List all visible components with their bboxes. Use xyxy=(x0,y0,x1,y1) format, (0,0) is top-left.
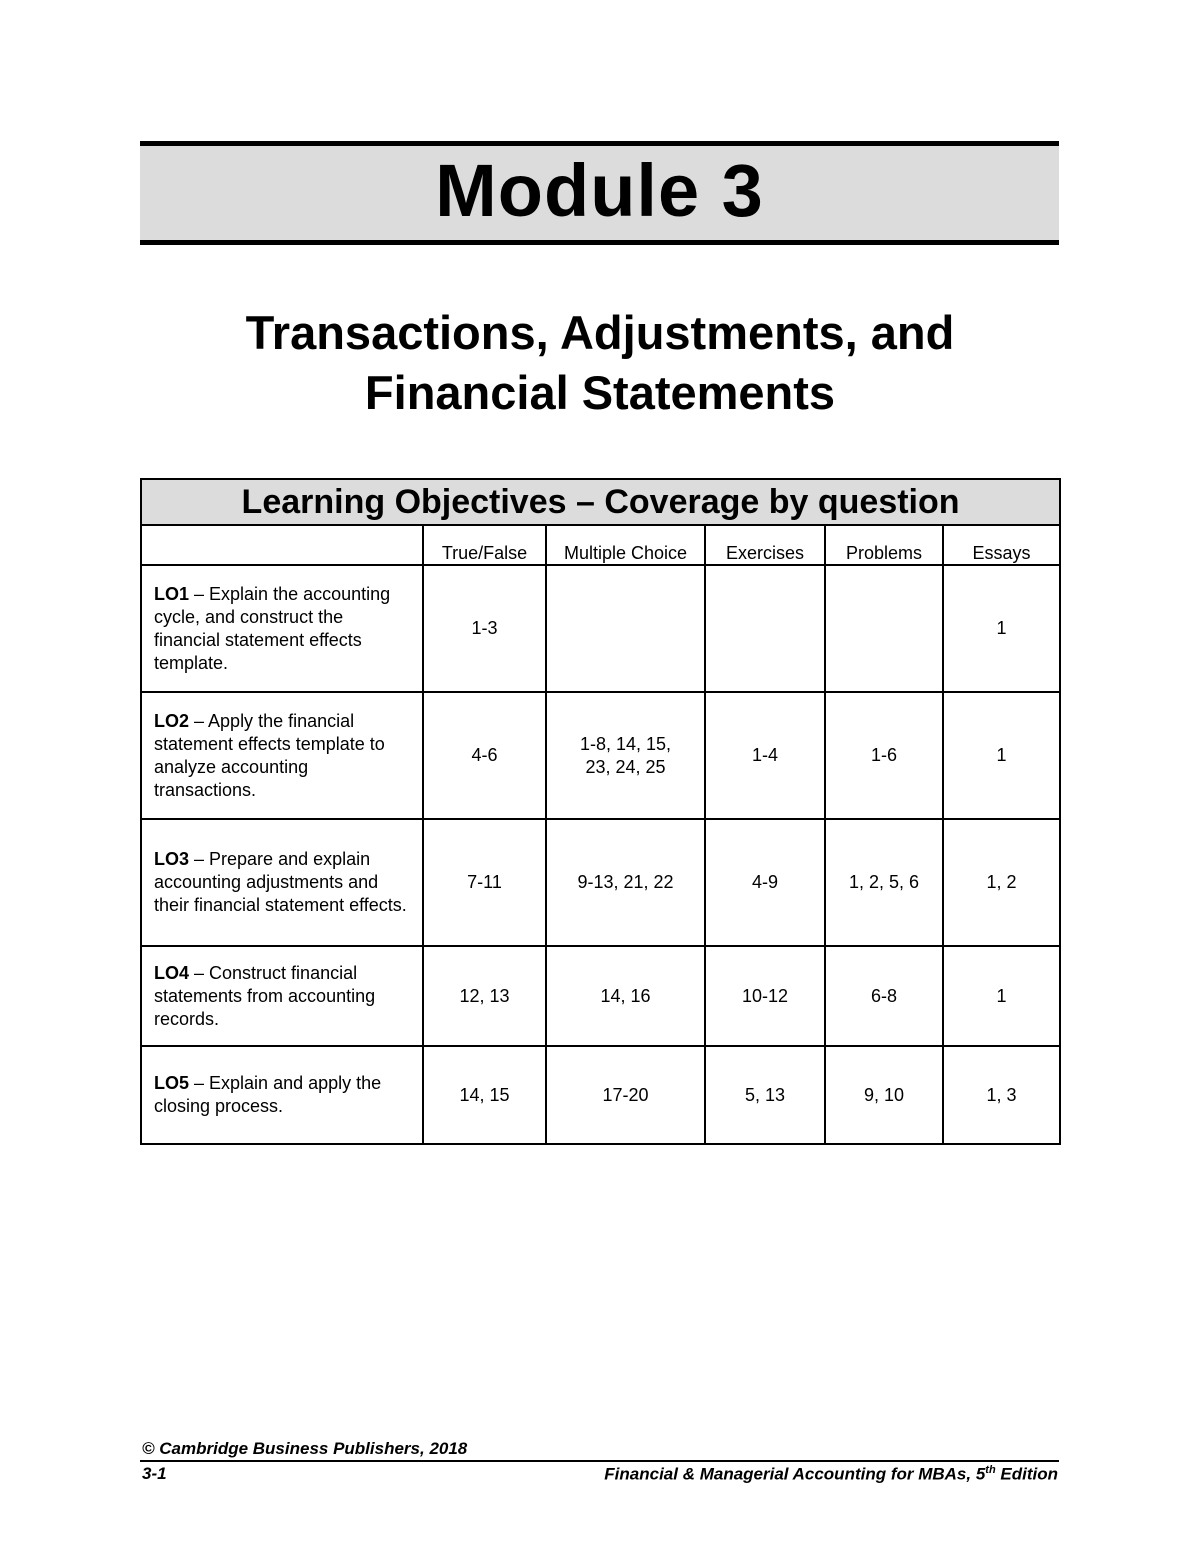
table-cell xyxy=(825,565,943,692)
chapter-subtitle xyxy=(0,303,1200,423)
footer-divider xyxy=(140,1460,1059,1462)
table-cell: 14, 16 xyxy=(546,946,705,1046)
table-cell xyxy=(705,565,825,692)
table-cell: 7-11 xyxy=(423,819,546,946)
header-empty-cell xyxy=(141,525,423,565)
table-cell: 1, 2, 5, 6 xyxy=(825,819,943,946)
table-cell: 12, 13 xyxy=(423,946,546,1046)
table-cell: 1-6 xyxy=(825,692,943,819)
table-cell: 6-8 xyxy=(825,946,943,1046)
table-cell: 10-12 xyxy=(705,946,825,1046)
table-row xyxy=(141,946,1060,1046)
objective-code: LO3 xyxy=(154,849,190,869)
table-cell: 1-4 xyxy=(705,692,825,819)
column-header: Problems xyxy=(825,525,943,565)
table-cell xyxy=(546,565,705,692)
objective-code: LO5 xyxy=(154,1073,190,1093)
table-row xyxy=(141,1046,1060,1144)
objective-code: LO4 xyxy=(154,962,190,983)
footer-book-title: Financial & Managerial Accounting for MBAs, 5th Edition xyxy=(604,1464,1058,1484)
table-cell: 1 xyxy=(943,946,1060,1046)
table-row xyxy=(141,692,1060,819)
table-caption: Learning Objectives – Coverage by question xyxy=(141,479,1060,525)
table-row xyxy=(141,565,1060,692)
column-header: Essays xyxy=(943,525,1060,565)
table-cell: 1-8, 14, 15, 23, 24, 25 xyxy=(546,692,705,819)
objective-description: LO4 – Construct financial statements from accounting records. xyxy=(141,946,423,1046)
footer-copyright: © Cambridge Business Publishers, 2018 xyxy=(142,1439,468,1458)
table-cell: 1, 3 xyxy=(943,1046,1060,1144)
table-cell: 17-20 xyxy=(546,1046,705,1144)
objective-code: LO2 xyxy=(154,710,190,731)
column-header: True/False xyxy=(423,525,546,565)
column-header: Exercises xyxy=(705,525,825,565)
table-cell: 9-13, 21, 22 xyxy=(546,819,705,946)
table-cell: 1-3 xyxy=(423,565,546,692)
module-title: Module 3 xyxy=(435,149,764,232)
table-cell: 1 xyxy=(943,692,1060,819)
table-row xyxy=(141,819,1060,946)
objective-description: LO2 – Apply the financial statement effects template to analyze accounting transactions. xyxy=(141,692,423,819)
subtitle-line-1: Transactions, Adjustments, and xyxy=(245,306,955,359)
objective-code: LO1 xyxy=(154,583,190,604)
subtitle-line-2: Financial Statements xyxy=(364,366,836,419)
table-cell: 1 xyxy=(943,565,1060,692)
table-cell: 1, 2 xyxy=(943,819,1060,946)
table-caption-row xyxy=(141,479,1060,525)
module-banner xyxy=(140,141,1059,245)
table-header-row xyxy=(141,525,1060,565)
table-cell: 14, 15 xyxy=(423,1046,546,1144)
table-cell: 4-6 xyxy=(423,692,546,819)
column-header: Multiple Choice xyxy=(546,525,705,565)
table-cell: 4-9 xyxy=(705,819,825,946)
table-cell: 9, 10 xyxy=(825,1046,943,1144)
learning-objectives-table xyxy=(140,478,1061,1145)
objective-description: LO5 – Explain and apply the closing process. xyxy=(141,1046,423,1144)
objective-description: LO3 – Prepare and explain accounting adjustments and their financial statement effects. xyxy=(141,819,423,946)
objective-description: LO1 – Explain the accounting cycle, and construct the financial statement effects template. xyxy=(141,565,423,692)
table-cell: 5, 13 xyxy=(705,1046,825,1144)
footer-page-number: 3-1 xyxy=(142,1464,167,1483)
